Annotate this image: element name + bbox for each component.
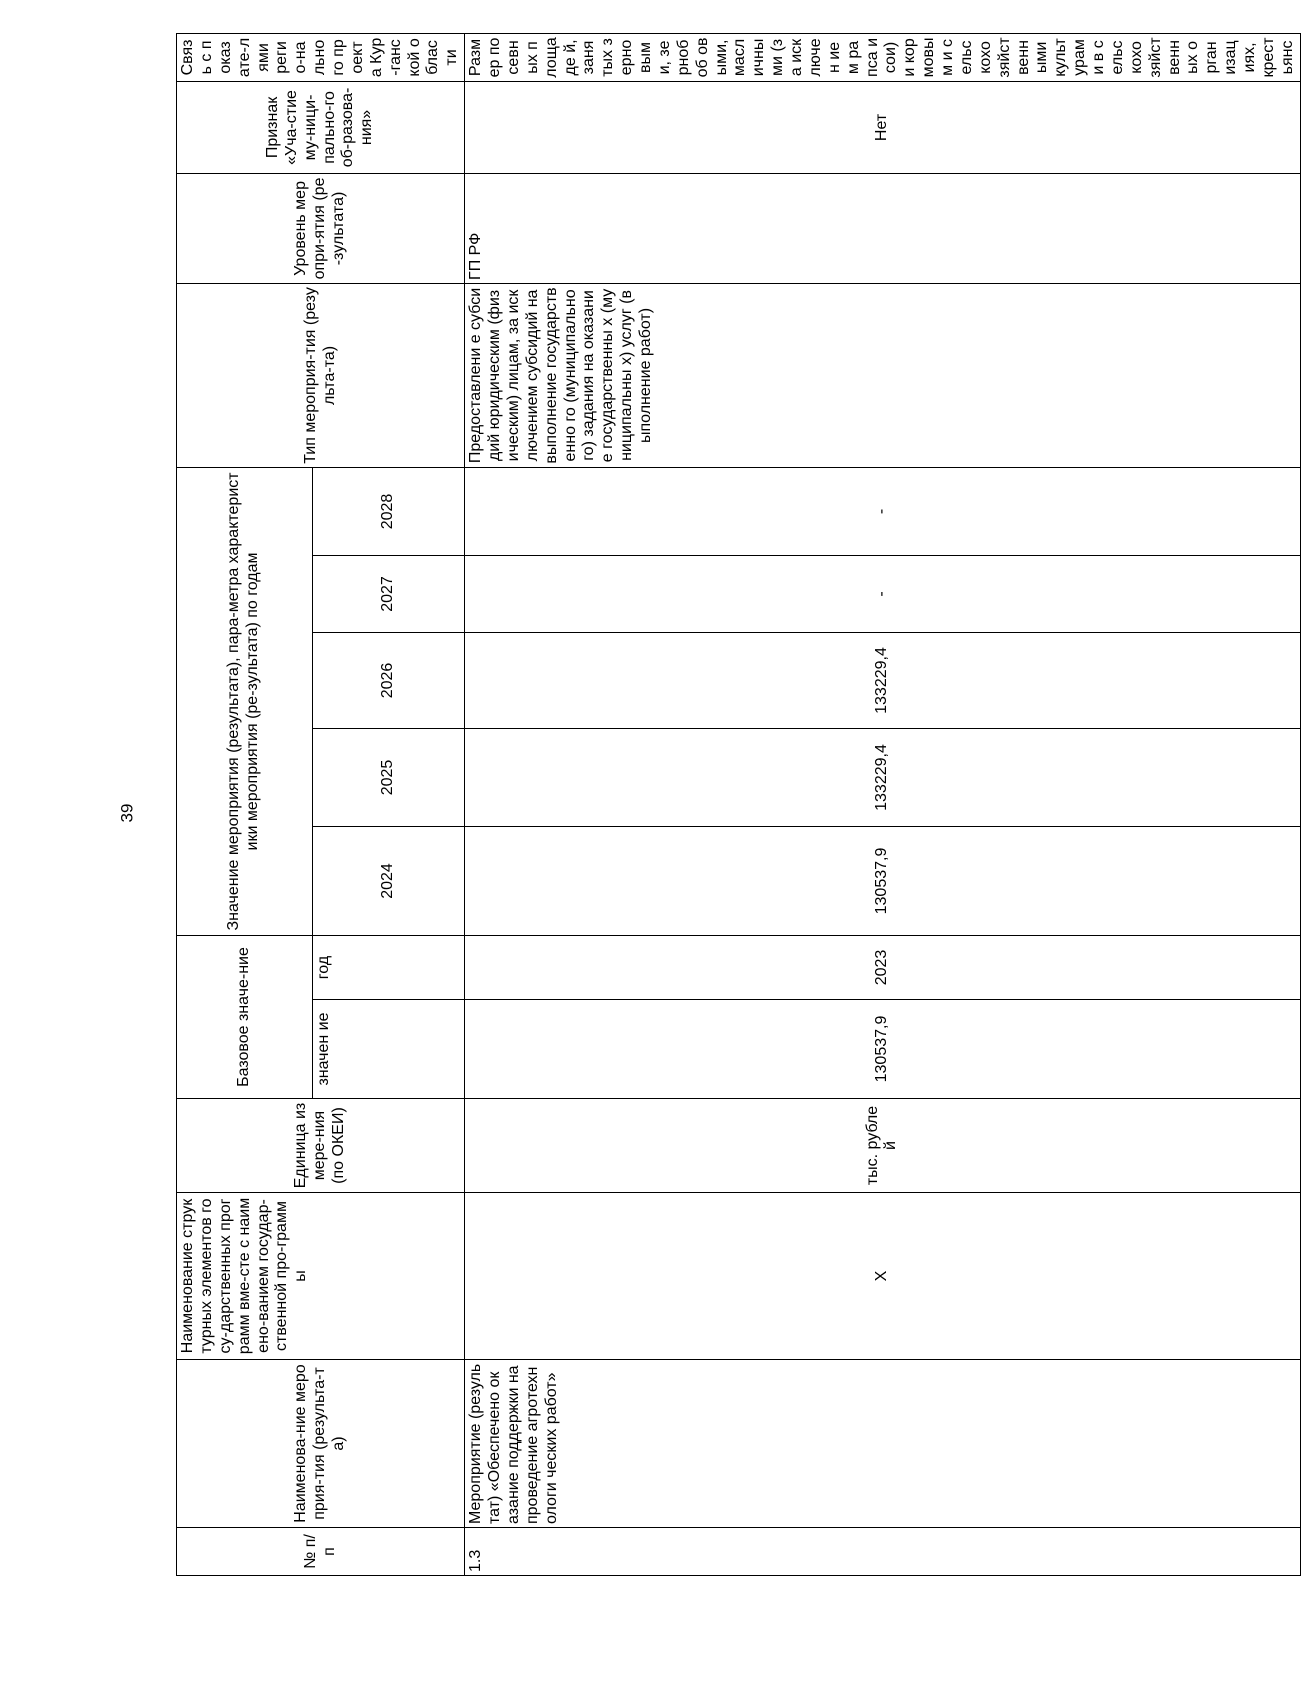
row-type: Предоставлени е субсидий юридическим (физическим) лицам, за исключением субсидий на выполнение государственно го (муниципально го) задания на оказание государственны х (муниципальны х) услуг (выполнение работ) — [465, 283, 1301, 467]
row-municipal: Нет — [465, 81, 1301, 173]
row-value-2027: - — [465, 555, 1301, 632]
measures-table — [176, 33, 1301, 1576]
row-value-2024: 130537,9 — [465, 826, 1301, 935]
header-year-2024: 2024 — [312, 826, 465, 935]
header-link: Связь с показате-лями регио-нального проекта Кур-ганской области — [177, 33, 465, 81]
row-value-2025: 133229,4 — [465, 728, 1301, 826]
header-unit: Единица измере-ния (по ОКЕИ) — [177, 1099, 465, 1193]
header-base: Базовое значе-ние — [177, 935, 313, 1098]
header-name: Наименова-ние мероприя-тия (результа-та) — [177, 1360, 465, 1528]
table-row — [465, 33, 1301, 1575]
row-name: Мероприятие (результат) «Обеспечено оказание поддержки на проведение агротехнологи ческих работ» — [465, 1360, 1301, 1528]
row-value-2026: 133229,4 — [465, 632, 1301, 728]
row-base-value: 130537,9 — [465, 1000, 1301, 1099]
header-base-year: год — [312, 935, 465, 999]
row-no: 1.3 — [465, 1528, 1301, 1576]
row-base-year: 2023 — [465, 935, 1301, 999]
header-structural: Наименование структурных элементов госу-дарственных программ вме-сте с наимено-ванием государ-ственной про-граммы — [177, 1193, 465, 1360]
header-municipal: Признак «Уча-стие му-ници-пально-го об-разова-ния» — [177, 81, 465, 173]
row-link: Размер посевных площаде й, занятых зерновым и, зернобоб овыми, масличны ми (за исключен ием рапса и сои) и кормовым и сельскохо зяйственн ыми культурам и в сельскохо зяйственн ых организац иях, крестьянс — [465, 33, 1301, 81]
header-level: Уровень меропри-ятия (ре-зультата) — [177, 173, 465, 283]
header-year-2025: 2025 — [312, 728, 465, 826]
header-year-2026: 2026 — [312, 632, 465, 728]
row-value-2028: - — [465, 467, 1301, 555]
header-year-2028: 2028 — [312, 467, 465, 555]
row-structural: Х — [465, 1193, 1301, 1360]
row-level: ГП РФ — [465, 173, 1301, 283]
header-no: № п/п — [177, 1528, 465, 1576]
header-row-1 — [177, 33, 313, 1575]
rotated-table-wrapper — [176, 36, 1296, 1576]
header-year-2027: 2027 — [312, 555, 465, 632]
header-values-by-year: Значение мероприятия (результата), пара-метра характеристики мероприятия (ре-зультата) по годам — [177, 467, 313, 935]
header-base-value: значен ие — [312, 1000, 465, 1099]
page-number: 39 — [117, 803, 137, 823]
row-unit: тыс. рублей — [465, 1099, 1301, 1193]
header-type: Тип мероприя-тия (результа-та) — [177, 283, 465, 467]
